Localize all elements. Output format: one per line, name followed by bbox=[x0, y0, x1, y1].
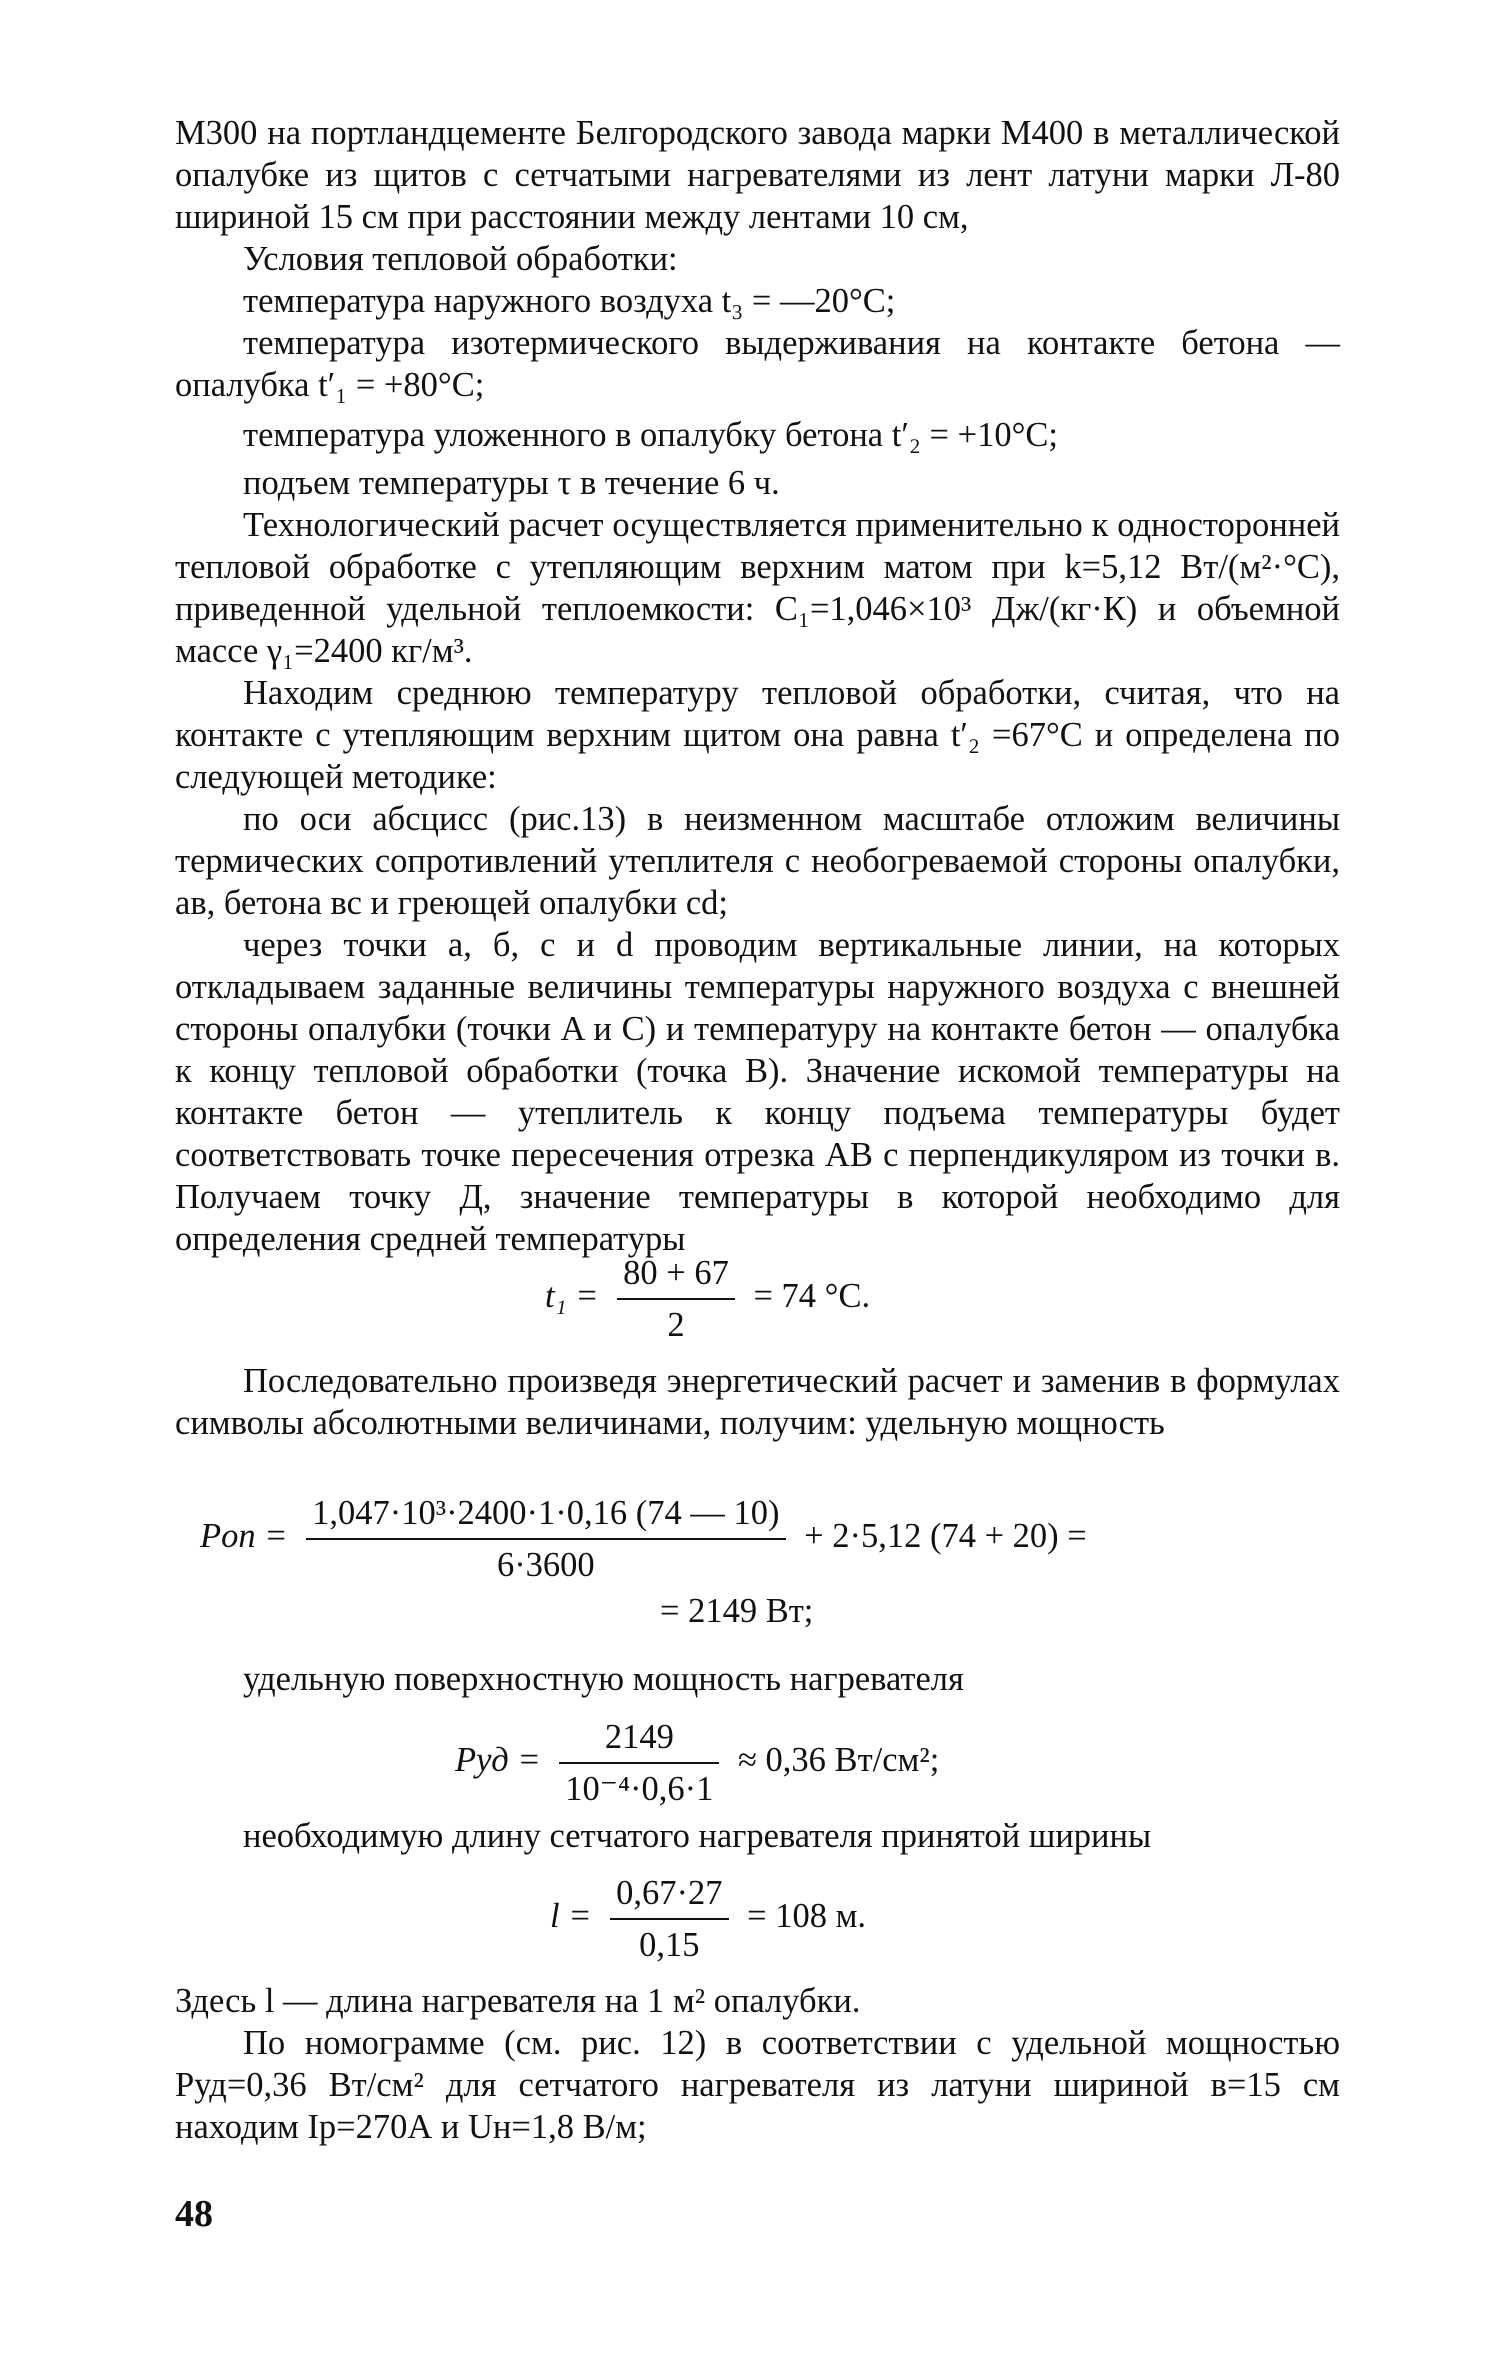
formula-lhs: l = bbox=[550, 1896, 592, 1935]
formula-rhs: ≈ 0,36 Вт/см²; bbox=[738, 1740, 940, 1779]
formula-average-temperature bbox=[545, 1248, 870, 1350]
fraction bbox=[617, 1248, 735, 1350]
numerator: 0,67·27 bbox=[610, 1868, 728, 1920]
text-block-mid bbox=[175, 1360, 1340, 1444]
paragraph: необходимую длину сетчатого нагревателя принятой ширины bbox=[243, 1817, 1152, 1855]
paragraph: Условия тепловой обработки: bbox=[243, 240, 678, 278]
paragraph: температура наружного воздуха t₃ = —20°С; bbox=[243, 282, 896, 320]
paragraph: Последовательно произведя энергетический расчет и заменив в формулах символы абсолютными величинами, получим: удельную мощность bbox=[175, 1362, 1340, 1442]
formula-specific-power bbox=[200, 1488, 1087, 1590]
text-block-bottom bbox=[175, 1980, 1340, 2148]
text-block-surface-power bbox=[175, 1658, 1340, 1700]
paragraph: удельную поверхностную мощность нагревателя bbox=[243, 1660, 964, 1698]
text-block-length bbox=[175, 1815, 1340, 1857]
denominator: 6·3600 bbox=[496, 1546, 595, 1584]
paragraph: Находим среднюю температуру тепловой обработки, считая, что на контакте с утепляющим верхним щитом она равна t′₂ =67°С и определена по следующей методике: bbox=[175, 674, 1340, 796]
numerator: 2149 bbox=[559, 1712, 719, 1764]
formula-lhs: Pуд = bbox=[455, 1740, 541, 1779]
paragraph: по оси абсцисс (рис.13) в неизменном масштабе отложим величины термических сопротивлений утеплителя с необогреваемой стороны опалубки, ав, бетона вс и греющей опалубки cd; bbox=[175, 800, 1340, 922]
formula-rhs: = 74 °С. bbox=[753, 1276, 871, 1315]
formula-heater-length bbox=[550, 1868, 866, 1970]
formula-lhs: t₁ = bbox=[545, 1276, 599, 1315]
paragraph: температура изотермического выдерживания на контакте бетона — опалубка t′₁ = +80°С; bbox=[175, 324, 1340, 404]
paragraph: Здесь l — длина нагревателя на 1 м² опалубки. bbox=[175, 1982, 861, 2020]
paragraph: температура уложенного в опалубку бетона t′₂ = +10°С; bbox=[243, 416, 1058, 454]
formula-surface-power bbox=[455, 1712, 939, 1814]
formula-rhs: = 108 м. bbox=[747, 1896, 867, 1935]
page-number: 48 bbox=[175, 2193, 213, 2235]
denominator: 0,15 bbox=[639, 1926, 700, 1964]
denominator: 2 bbox=[667, 1306, 685, 1344]
paragraph: М300 на портландцементе Белгородского завода марки М400 в металлической опалубке из щитов с сетчатыми нагревателями из лент латуни марки Л-80 шириной 15 см при расстоянии между лентами 10 см, bbox=[175, 114, 1340, 236]
fraction bbox=[306, 1488, 785, 1590]
paragraph: Технологический расчет осуществляется применительно к односторонней тепловой обработке с утепляющим верхним матом при k=5,12 Вт/(м²·°С), приведенной удельной теплоемкости: C₁=1,046×10³ Дж/(кг·К) и объемной массе γ₁=2400 кг/м³. bbox=[175, 506, 1340, 670]
paragraph: По номограмме (см. рис. 12) в соответствии с удельной мощностью Pуд=0,36 Вт/см² для сетчатого нагревателя из латуни шириной в=15 см находим Iр=270А и Uн=1,8 В/м; bbox=[175, 2024, 1340, 2146]
numerator: 1,047·10³·2400·1·0,16 (74 — 10) bbox=[306, 1488, 785, 1540]
fraction bbox=[610, 1868, 728, 1970]
formula-rhs: + 2·5,12 (74 + 20) = bbox=[804, 1516, 1087, 1555]
formula-lhs: Pоп = bbox=[200, 1516, 288, 1555]
denominator: 10⁻⁴·0,6·1 bbox=[565, 1770, 714, 1808]
text-block-top bbox=[175, 112, 1340, 1260]
formula-specific-power-result: = 2149 Вт; bbox=[660, 1592, 814, 1630]
fraction bbox=[559, 1712, 719, 1814]
paragraph: через точки а, б, с и d проводим вертикальные линии, на которых откладываем заданные величины температуры наружного воздуха с внешней стороны опалубки (точки A и C) и температуру на контакте бетон — опалубка к концу тепловой обработки (точка B). Значение искомой температуры на контакте бетон — утеплитель к концу подъема температуры будет соответствовать точке пересечения отрезка AB с перпендикуляром из точки в. Получаем точку Д, значение температуры в которой необходимо для определения средней температуры bbox=[175, 926, 1340, 1258]
paragraph: подъем температуры τ в течение 6 ч. bbox=[243, 464, 780, 502]
numerator: 80 + 67 bbox=[617, 1248, 735, 1300]
